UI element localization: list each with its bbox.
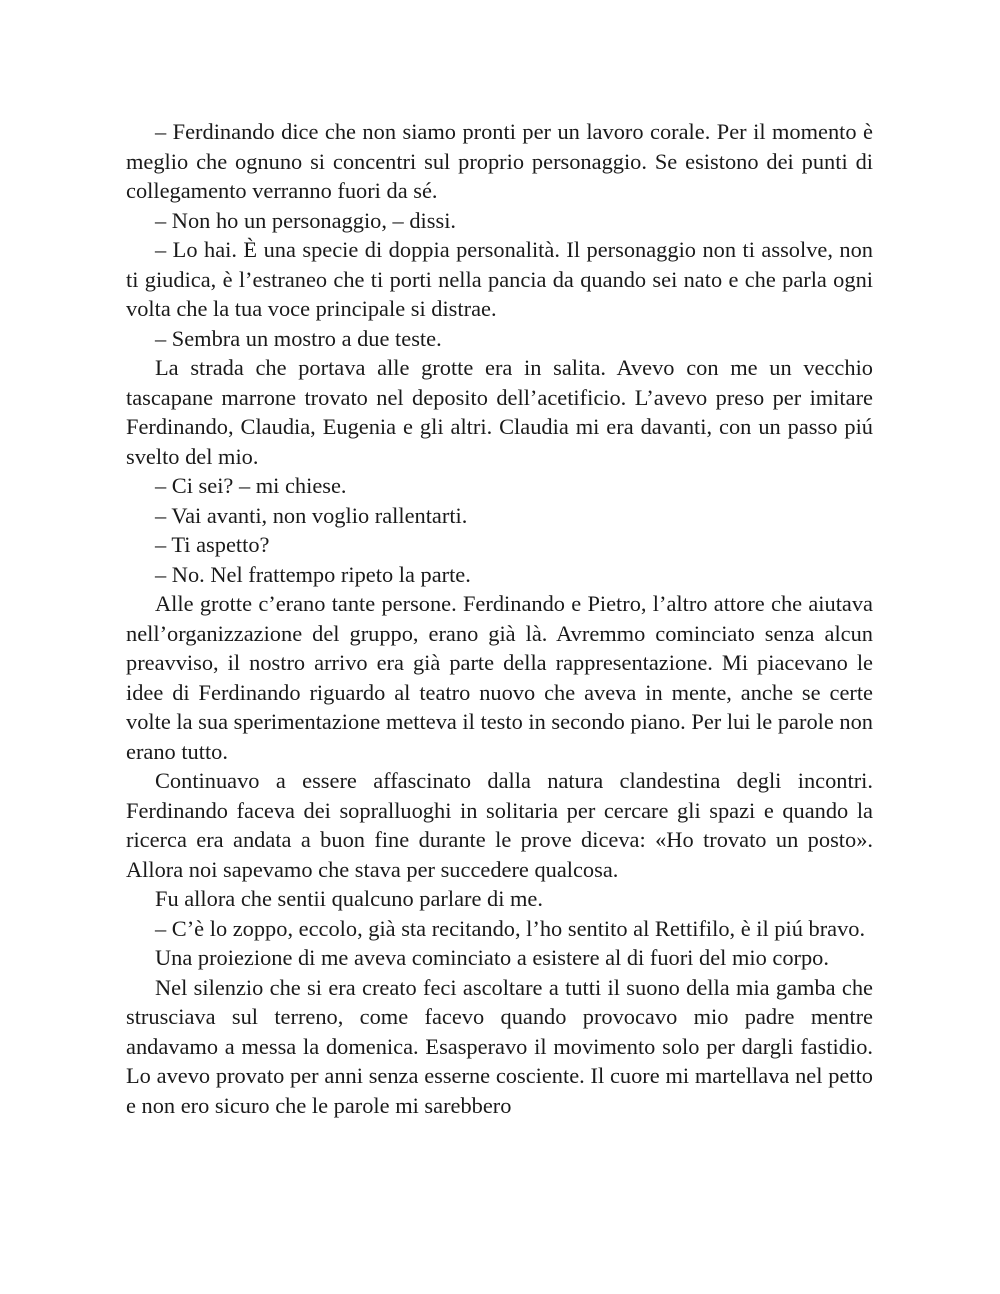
paragraph: – Sembra un mostro a due teste. [155,325,442,351]
paragraph: Fu allora che sentii qualcuno parlare di me. [155,886,543,911]
paragraph: – No. Nel frattempo ripeto la parte. [155,561,471,587]
paragraph: – C’è lo zoppo, eccolo, già sta recitando, l’ho sentito al Rettifilo, è il piú bravo. [155,915,866,941]
paragraph: Una proiezione di me aveva cominciato a esistere al di fuori del mio corpo. [155,945,829,970]
paragraph: La strada che portava alle grotte era in salita. Avevo con me un vecchio tascapane marrone trovato nel deposito dell’acetificio. L’avevo preso per imitare Ferdinando, Claudia, Eugenia e gli altri. Claudia mi era davanti, con un passo piú svelto del mio. [126,355,873,469]
paragraph: – Lo hai. È una specie di doppia personalità. Il personaggio non ti assolve, non ti giudica, è l’estraneo che ti porti nella pancia da quando sei nato e che parla ogni volta che la tua voce principale si distrae. [126,237,873,321]
paragraph: Nel silenzio che si era creato feci ascoltare a tutti il suono della mia gamba che strusciava sul terreno, come facevo quando provocavo mio padre mentre andavamo a messa la domenica. Esasperavo il movimento solo per dargli fastidio. Lo avevo provato per anni senza esserne cosciente. Il cuore mi martellava nel petto e non ero sicuro che le parole mi sarebbero [126,974,873,1118]
paragraph: – Ferdinando dice che non siamo pronti per un lavoro corale. Per il momento è meglio che ognuno si concentri sul proprio personaggio. Se esistono dei punti di collegamento verranno fuori da sé. [126,119,873,203]
paragraph: – Vai avanti, non voglio rallentarti. [155,502,468,528]
paragraph: – Non ho un personaggio, – dissi. [155,207,457,233]
paragraph: – Ti aspetto? [155,532,270,557]
paragraph: Continuavo a essere affascinato dalla natura clandestina degli incontri. Ferdinando faceva dei sopralluoghi in solitaria per cercare gli spazi e quando la ricerca era andata a buon fine durante le prove diceva: «Ho trovato un posto». Allora noi sapevamo che stava per succedere qualcosa. [126,768,873,882]
page-body [126,117,873,1120]
paragraph: – Ci sei? – mi chiese. [155,473,347,498]
paragraph: Alle grotte c’erano tante persone. Ferdinando e Pietro, l’altro attore che aiutava nell’organizzazione del gruppo, erano già là. Avremmo cominciato senza alcun preavviso, il nostro arrivo era già parte della rappresentazione. Mi piacevano le idee di Ferdinando riguardo al teatro nuovo che aveva in mente, anche se certe volte la sua sperimentazione metteva il testo in secondo piano. Per lui le parole non erano tutto. [126,591,873,764]
